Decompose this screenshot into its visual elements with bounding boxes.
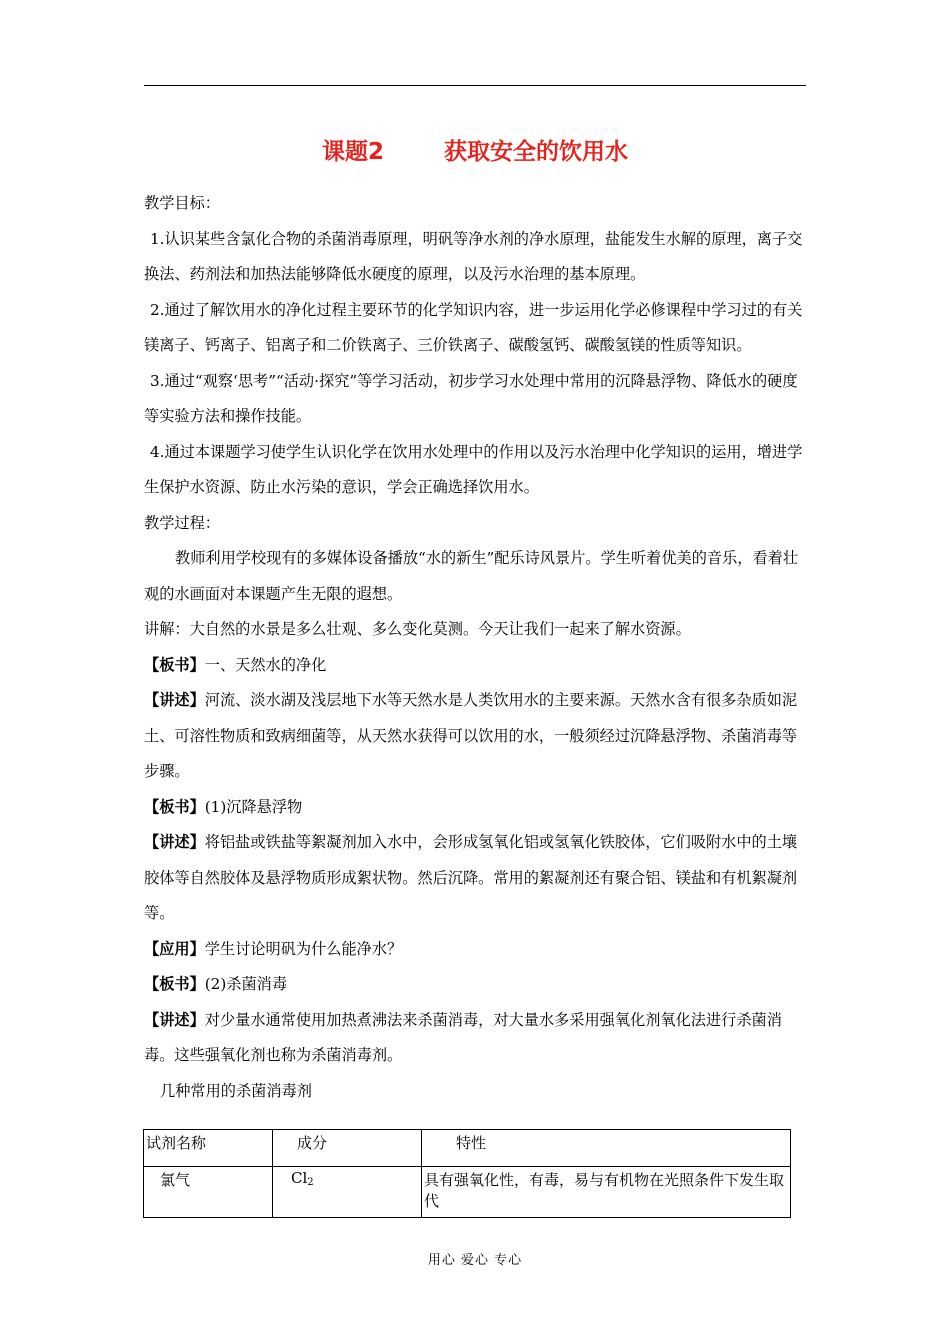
table-row: [144, 1167, 791, 1218]
header-cell-composition: 成分: [273, 1130, 422, 1167]
goals-heading: 教学目标：: [144, 194, 220, 212]
title-lesson-name: 获取安全的饮用水: [444, 139, 628, 165]
board-note-2: [144, 790, 809, 826]
application-text: 学生讨论明矾为什么能净水？: [204, 939, 403, 958]
cell-property: 具有强氧化性，有毒，易与有机物在光照条件下发生取代: [422, 1167, 791, 1218]
cell-formula: [273, 1167, 422, 1218]
table-caption: 几种常用的杀菌消毒剂: [160, 1081, 312, 1100]
lecture-paragraph: 讲解：大自然的水景是多么壮观、多么变化莫测。今天让我们一起来了解水资源。: [144, 620, 691, 638]
narration-1: [144, 683, 809, 790]
page-title: [0, 133, 950, 166]
disinfectant-table: [143, 1129, 791, 1218]
cell-agent-name: 氯气: [144, 1167, 273, 1218]
application-note: [144, 932, 809, 968]
narration-text: 河流、淡水湖及浅层地下水等天然水是人类饮用水的主要来源。天然水含有很多杂质如泥土、可溶性物质和致病细菌等，从天然水获得可以饮用的水，一般须经过沉降悬浮物、杀菌消毒等步骤。: [144, 691, 798, 780]
page-footer: 用心 爱心 专心: [427, 1253, 523, 1268]
goal-2: 2.通过了解饮用水的净化过程主要环节的化学知识内容，进一步运用化学必修课程中学习过的有关镁离子、钙离子、铝离子和二价铁离子、三价铁离子、碳酸氢钙、碳酸氢镁的性质等知识。: [144, 300, 803, 354]
narration-tag: 【讲述】: [144, 1010, 205, 1029]
process-heading: 教学过程：: [144, 513, 220, 532]
header-cell-property: 特性: [422, 1130, 791, 1167]
board-text: (2)杀菌消毒: [204, 975, 288, 993]
board-note-1: [144, 648, 809, 684]
board-tag: 【板书】: [144, 797, 205, 816]
narration-2: [144, 825, 809, 932]
document-body: [144, 186, 809, 1109]
narration-3: [144, 1003, 809, 1074]
board-text: 一、天然水的净化: [204, 655, 327, 674]
goal-4: 4.通过本课题学习使学生认识化学在饮用水处理中的作用以及污水治理中化学知识的运用，增进学生保护水资源、防止水污染的意识，学会正确选择饮用水。: [144, 442, 803, 496]
intro-paragraph: 教师利用学校现有的多媒体设备播放“水的新生”配乐诗风景片。学生听着优美的音乐，看着壮观的水画面对本课题产生无限的遐想。: [144, 549, 799, 603]
formula-main: Cl: [291, 1169, 308, 1187]
goal-1: 1.认识某些含氯化合物的杀菌消毒原理，明矾等净水剂的净水原理，盐能发生水解的原理，离子交换法、药剂法和加热法能够降低水硬度的原理，以及污水治理的基本原理。: [144, 229, 803, 283]
title-lesson-number: 课题2: [321, 139, 384, 165]
narration-tag: 【讲述】: [144, 691, 205, 709]
board-text: (1)沉降悬浮物: [204, 797, 303, 816]
application-tag: 【应用】: [144, 939, 205, 958]
goal-3: 3.通过“观察‘思考”“活动·探究”等学习活动，初步学习水处理中常用的沉降悬浮物、降低水的硬度等实验方法和操作技能。: [144, 371, 798, 425]
board-tag: 【板书】: [144, 975, 205, 993]
narration-text: 将铝盐或铁盐等絮凝剂加入水中，会形成氢氧化铝或氢氧化铁胶体，它们吸附水中的土壤胶体等自然胶体及悬浮物质形成絮状物。然后沉降。常用的絮凝剂还有聚合铝、镁盐和有机絮凝剂等。: [144, 833, 798, 922]
narration-text: 对少量水通常使用加热煮沸法来杀菌消毒，对大量水多采用强氧化剂氧化法进行杀菌消毒。这些强氧化剂也称为杀菌消毒剂。: [144, 1010, 782, 1064]
board-note-3: [144, 967, 809, 1003]
narration-tag: 【讲述】: [144, 833, 205, 851]
board-tag: 【板书】: [144, 655, 205, 674]
header-cell-name: 试剂名称: [144, 1130, 273, 1167]
formula-subscript: 2: [307, 1177, 314, 1188]
header-rule: [144, 85, 806, 86]
table-header-row: [144, 1130, 791, 1167]
